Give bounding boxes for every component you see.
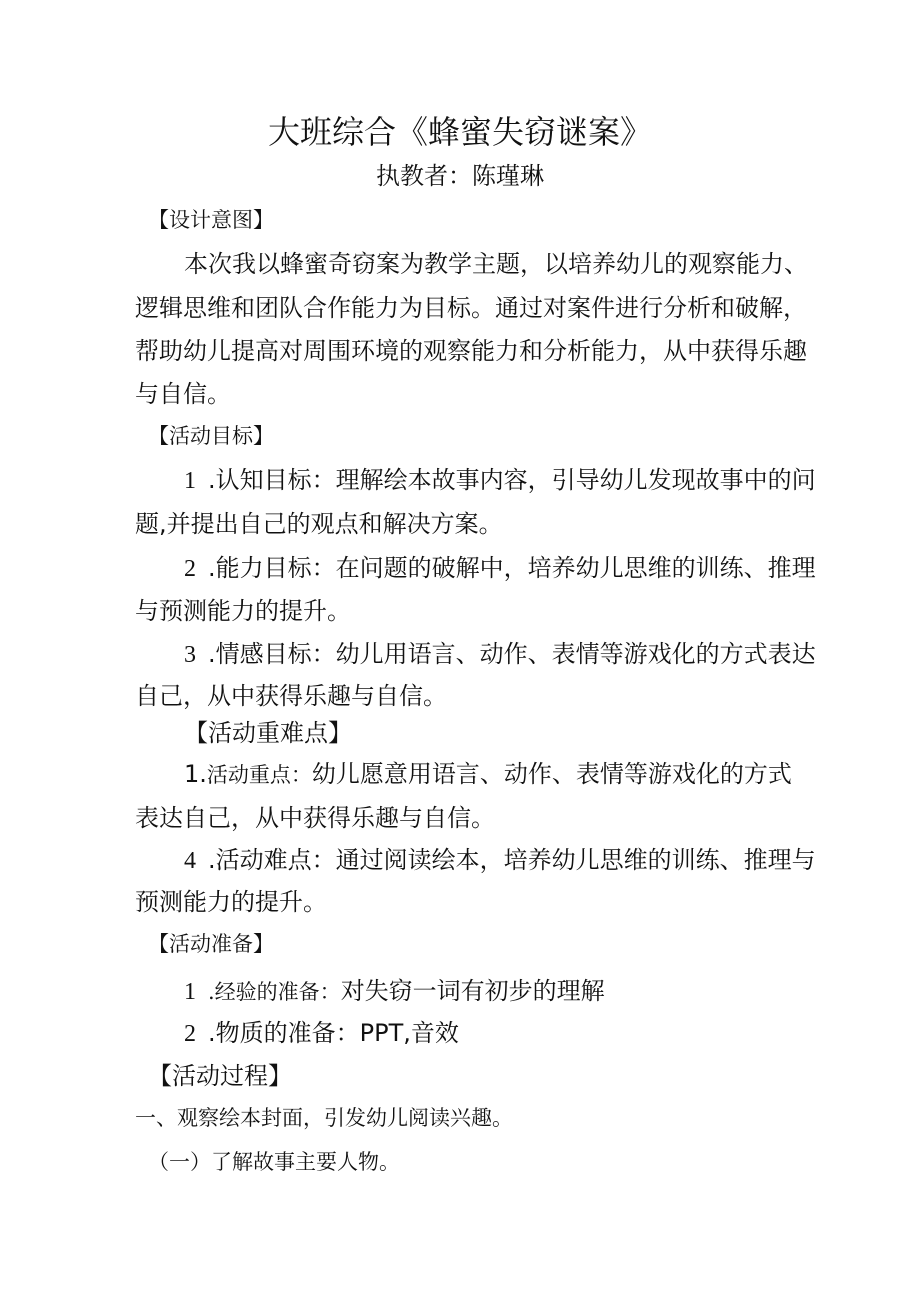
list-number: 1 <box>184 468 196 494</box>
key-point-text-continued: 表达自己，从中获得乐趣与自信。 <box>135 804 495 832</box>
list-number: 1 <box>184 979 196 1005</box>
difficulty-text: .活动难点：通过阅读绘本，培养幼儿思维的训练、推理与 <box>208 846 816 874</box>
process-substep: （一）了解故事主要人物。 <box>148 1150 400 1174</box>
paragraph-line: 与自信。 <box>135 380 231 408</box>
goal-item-ability <box>184 556 816 581</box>
preparation-item-materials <box>184 1021 459 1046</box>
goal-text: .能力目标：在问题的破解中，培养幼儿思维的训练、推理 <box>208 554 816 582</box>
goal-item-cognitive <box>184 468 816 493</box>
goal-item-emotion <box>184 642 816 667</box>
key-point-text: 幼儿愿意用语言、动作、表情等游戏化的方式 <box>311 760 792 788</box>
section-heading-key-points: 【活动重难点】 <box>184 719 352 747</box>
list-number: 2 <box>184 1021 196 1047</box>
process-step: 一、观察绘本封面，引发幼儿阅读兴趣。 <box>135 1106 513 1130</box>
key-point-item <box>184 762 792 786</box>
section-heading-goals: 【活动目标】 <box>148 424 274 448</box>
goal-text-continued: 自己，从中获得乐趣与自信。 <box>135 682 447 710</box>
paragraph-line: 帮助幼儿提高对周围环境的观察能力和分析能力，从中获得乐趣 <box>135 337 807 365</box>
author-line: 执教者：陈瑾琳 <box>376 162 544 190</box>
document-title: 大班综合《蜂蜜失窃谜案》 <box>267 113 652 151</box>
section-heading-design-intent: 【设计意图】 <box>148 208 274 232</box>
section-heading-preparation: 【活动准备】 <box>148 932 274 956</box>
preparation-text: .物质的准备：PPT,音效 <box>208 1019 459 1047</box>
preparation-text: 对失窃一词有初步的理解 <box>340 977 605 1005</box>
preparation-item-experience <box>184 979 605 1004</box>
section-heading-process: 【活动过程】 <box>148 1062 292 1090</box>
goal-text-continued: 题,并提出自己的观点和解决方案。 <box>135 510 503 538</box>
list-number: 4 <box>184 848 196 874</box>
preparation-label: .经验的准备： <box>208 980 341 1004</box>
goal-text-continued: 与预测能力的提升。 <box>135 597 351 625</box>
list-number: 2 <box>184 556 196 582</box>
goal-text: .情感目标：幼儿用语言、动作、表情等游戏化的方式表达 <box>208 640 816 668</box>
list-number: 1. <box>184 760 207 788</box>
difficulty-item <box>184 848 816 873</box>
goal-text: .认知目标：理解绘本故事内容，引导幼儿发现故事中的问 <box>208 466 816 494</box>
difficulty-text-continued: 预测能力的提升。 <box>135 888 327 916</box>
key-point-label: 活动重点： <box>206 763 312 787</box>
paragraph-line: 逻辑思维和团队合作能力为目标。通过对案件进行分析和破解， <box>135 294 807 322</box>
paragraph-line: 本次我以蜂蜜奇窃案为教学主题，以培养幼儿的观察能力、 <box>184 250 808 278</box>
list-number: 3 <box>184 642 196 668</box>
